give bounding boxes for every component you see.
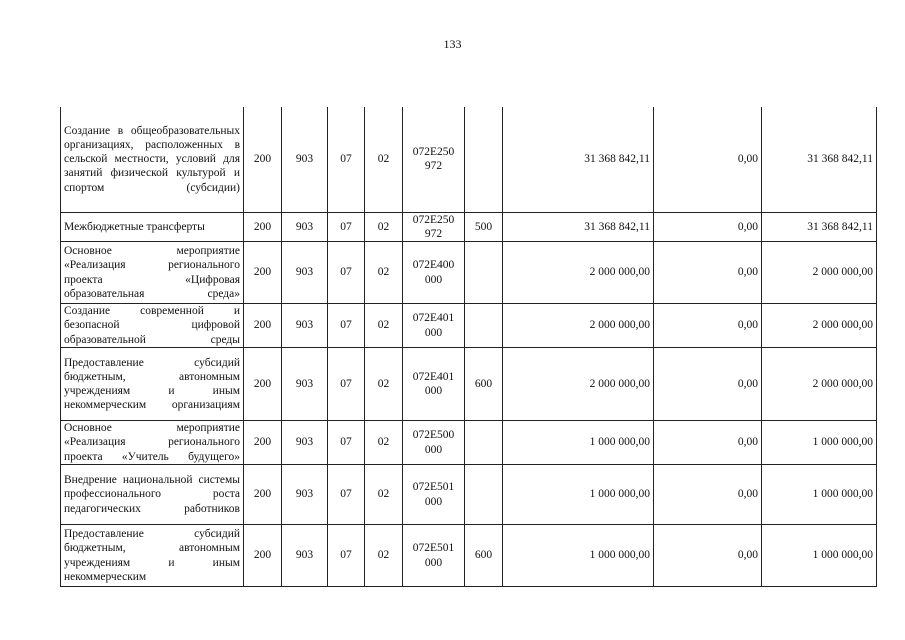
total-value: 2 000 000,00 [762, 304, 877, 348]
subsection-code: 02 [365, 212, 403, 242]
amount-value: 31 368 842,11 [503, 107, 654, 212]
row-name: Создание современной и безопасной цифровой образовательной среды [61, 304, 244, 348]
page-number: 133 [443, 37, 462, 51]
expense-type-code: 600 [465, 525, 503, 587]
table-row [61, 304, 877, 348]
section-code: 07 [328, 107, 365, 212]
change-value: 0,00 [654, 348, 762, 421]
section-code: 07 [328, 421, 365, 465]
expense-type-code: 500 [465, 212, 503, 242]
subsection-code: 02 [365, 242, 403, 304]
table-row [61, 107, 877, 212]
amount-value: 1 000 000,00 [503, 525, 654, 587]
row-name: Предоставление субсидий бюджетным, автономным учреждениям и иным некоммерческим [61, 525, 244, 587]
admin-code: 200 [244, 304, 282, 348]
target-article-code-line1: 072E501 [412, 542, 455, 555]
row-name: Предоставление субсидий бюджетным, автономным учреждениям и иным некоммерческим организациям [61, 348, 244, 421]
subsection-code: 02 [365, 107, 403, 212]
ministry-code: 903 [282, 348, 328, 421]
target-article-code-line2: 000 [424, 385, 443, 398]
total-value: 31 368 842,11 [762, 107, 877, 212]
target-article-code-line1: 072Е501 [412, 481, 455, 494]
row-name: Межбюджетные трансферты [61, 212, 244, 242]
target-article-code-line2: 972 [424, 160, 443, 173]
admin-code: 200 [244, 465, 282, 525]
admin-code: 200 [244, 107, 282, 212]
change-value: 0,00 [654, 107, 762, 212]
target-article-code-line2: 000 [424, 273, 443, 286]
ministry-code: 903 [282, 107, 328, 212]
change-value: 0,00 [654, 525, 762, 587]
section-code: 07 [328, 242, 365, 304]
admin-code: 200 [244, 242, 282, 304]
total-value: 2 000 000,00 [762, 348, 877, 421]
budget-table [60, 107, 877, 587]
ministry-code: 903 [282, 421, 328, 465]
admin-code: 200 [244, 421, 282, 465]
section-code: 07 [328, 465, 365, 525]
ministry-code: 903 [282, 242, 328, 304]
total-value: 1 000 000,00 [762, 525, 877, 587]
table-row [61, 242, 877, 304]
table-row [61, 421, 877, 465]
amount-value: 1 000 000,00 [503, 421, 654, 465]
target-article-code [403, 107, 465, 212]
target-article-code-line2: 000 [424, 326, 443, 339]
target-article-code-line1: 072E400 [412, 259, 455, 272]
target-article-code [403, 348, 465, 421]
change-value: 0,00 [654, 421, 762, 465]
table-row [61, 348, 877, 421]
target-article-code-line2: 972 [424, 227, 443, 240]
total-value: 31 368 842,11 [762, 212, 877, 242]
target-article-code-line2: 000 [424, 495, 443, 508]
section-code: 07 [328, 304, 365, 348]
row-name: Основное мероприятие «Реализация регионального проекта «Учитель будущего» [61, 421, 244, 465]
ministry-code: 903 [282, 212, 328, 242]
target-article-code-line2: 000 [424, 556, 443, 569]
expense-type-code [465, 421, 503, 465]
admin-code: 200 [244, 525, 282, 587]
expense-type-code [465, 242, 503, 304]
row-name: Внедрение национальной системы профессионального роста педагогических работников [61, 465, 244, 525]
ministry-code: 903 [282, 525, 328, 587]
total-value: 1 000 000,00 [762, 421, 877, 465]
table-row [61, 525, 877, 587]
amount-value: 2 000 000,00 [503, 348, 654, 421]
target-article-code-line1: 072E250 [412, 145, 455, 158]
change-value: 0,00 [654, 242, 762, 304]
table-row [61, 212, 877, 242]
target-article-code [403, 525, 465, 587]
admin-code: 200 [244, 348, 282, 421]
target-article-code [403, 242, 465, 304]
amount-value: 2 000 000,00 [503, 304, 654, 348]
expense-type-code [465, 304, 503, 348]
row-name: Создание в общеобразовательных организациях, расположенных в сельской местности, условий для занятий физической культурой и спортом (субсидии) [61, 107, 244, 212]
target-article-code [403, 212, 465, 242]
section-code: 07 [328, 212, 365, 242]
target-article-code-line1: 072E250 [412, 213, 455, 226]
change-value: 0,00 [654, 304, 762, 348]
section-code: 07 [328, 525, 365, 587]
amount-value: 31 368 842,11 [503, 212, 654, 242]
target-article-code-line1: 072E401 [412, 312, 455, 325]
total-value: 2 000 000,00 [762, 242, 877, 304]
expense-type-code: 600 [465, 348, 503, 421]
subsection-code: 02 [365, 348, 403, 421]
expense-type-code [465, 107, 503, 212]
ministry-code: 903 [282, 465, 328, 525]
change-value: 0,00 [654, 465, 762, 525]
amount-value: 2 000 000,00 [503, 242, 654, 304]
change-value: 0,00 [654, 212, 762, 242]
target-article-code [403, 421, 465, 465]
row-name: Основное мероприятие «Реализация регионального проекта «Цифровая образовательная среда» [61, 242, 244, 304]
subsection-code: 02 [365, 465, 403, 525]
table-row [61, 465, 877, 525]
target-article-code [403, 465, 465, 525]
admin-code: 200 [244, 212, 282, 242]
target-article-code-line1: 072E500 [412, 429, 455, 442]
total-value: 1 000 000,00 [762, 465, 877, 525]
section-code: 07 [328, 348, 365, 421]
subsection-code: 02 [365, 304, 403, 348]
subsection-code: 02 [365, 525, 403, 587]
ministry-code: 903 [282, 304, 328, 348]
amount-value: 1 000 000,00 [503, 465, 654, 525]
target-article-code-line2: 000 [424, 443, 443, 456]
subsection-code: 02 [365, 421, 403, 465]
target-article-code-line1: 072E401 [412, 370, 455, 383]
expense-type-code [465, 465, 503, 525]
target-article-code [403, 304, 465, 348]
